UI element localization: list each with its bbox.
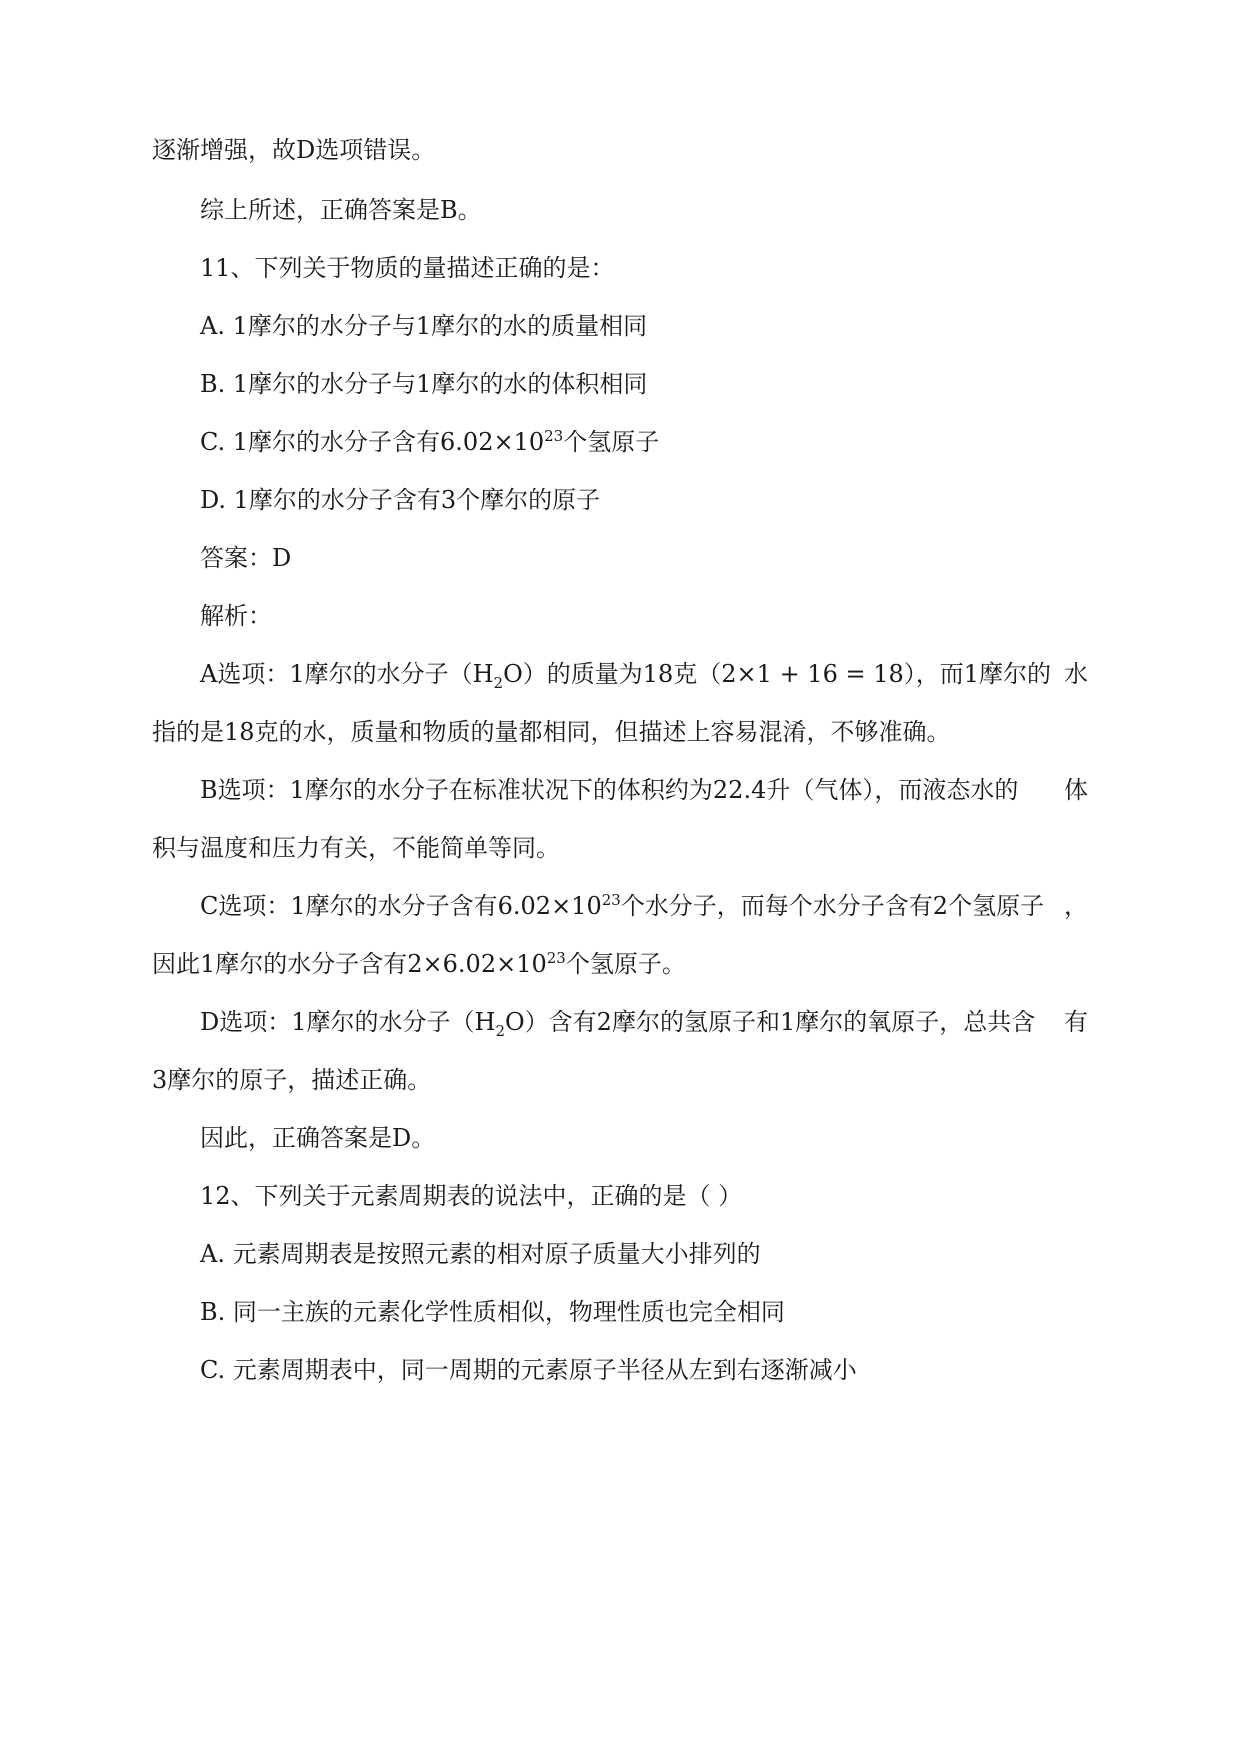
conclusion-line: 因此，正确答案是D。 [200,1124,436,1152]
question-11-option-a: A. 1摩尔的水分子与1摩尔的水的质量相同 [200,312,648,340]
analysis-heading: 解析： [200,602,272,630]
analysis-b-line-1: B选项：1摩尔的水分子在标准状况下的体积约为22.4升（气体），而液态水的 体 [200,776,1088,804]
question-11-stem: 11、下列关于物质的量描述正确的是： [200,254,615,282]
question-11-option-b: B. 1摩尔的水分子与1摩尔的水的体积相同 [200,370,648,398]
analysis-d-line-2: 3摩尔的原子，描述正确。 [152,1066,432,1094]
analysis-c-line-1: C选项：1摩尔的水分子含有$6.02\times 10^{23}$个水分子，而每个水分子含有2个氢原子 ， [200,891,1088,920]
analysis-b-line-2: 积与温度和压力有关，不能简单等同。 [152,834,560,862]
question-12-option-c: C. 元素周期表中，同一周期的元素原子半径从左到右逐渐减小 [200,1356,857,1384]
answer-line: 答案：D [200,544,292,572]
analysis-c-line-2: 因此1摩尔的水分子含有$2\times 6.02\times 10^{23}$个氢原子。 [152,949,686,978]
conclusion-line: 综上所述，正确答案是B。 [200,196,482,224]
text-line: 逐渐增强，故D选项错误。 [152,136,436,164]
analysis-a-line-2: 指的是18克的水，质量和物质的量都相同，但描述上容易混淆，不够准确。 [152,718,951,746]
question-12-option-a: A. 元素周期表是按照元素的相对原子质量大小排列的 [200,1240,761,1268]
question-12-option-b: B. 同一主族的元素化学性质相似，物理性质也完全相同 [200,1298,785,1326]
question-12-stem: 12、下列关于元素周期表的说法中，正确的是（ ） [200,1182,743,1210]
question-11-option-d: D. 1摩尔的水分子含有3个摩尔的原子 [200,486,601,514]
analysis-a-line-1: A选项：1摩尔的水分子$(H_2O)$的质量为18克（2×1 + 16 = 18），而1摩尔的 水 [200,660,1088,692]
question-11-option-c: C. 1摩尔的水分子含有$6.02\times 10^{23}$个氢原子 [200,427,660,456]
analysis-d-line-1: D选项：1摩尔的水分子$(H_2O)$含有2摩尔的氢原子和1摩尔的氧原子，总共含 有 [200,1008,1088,1040]
